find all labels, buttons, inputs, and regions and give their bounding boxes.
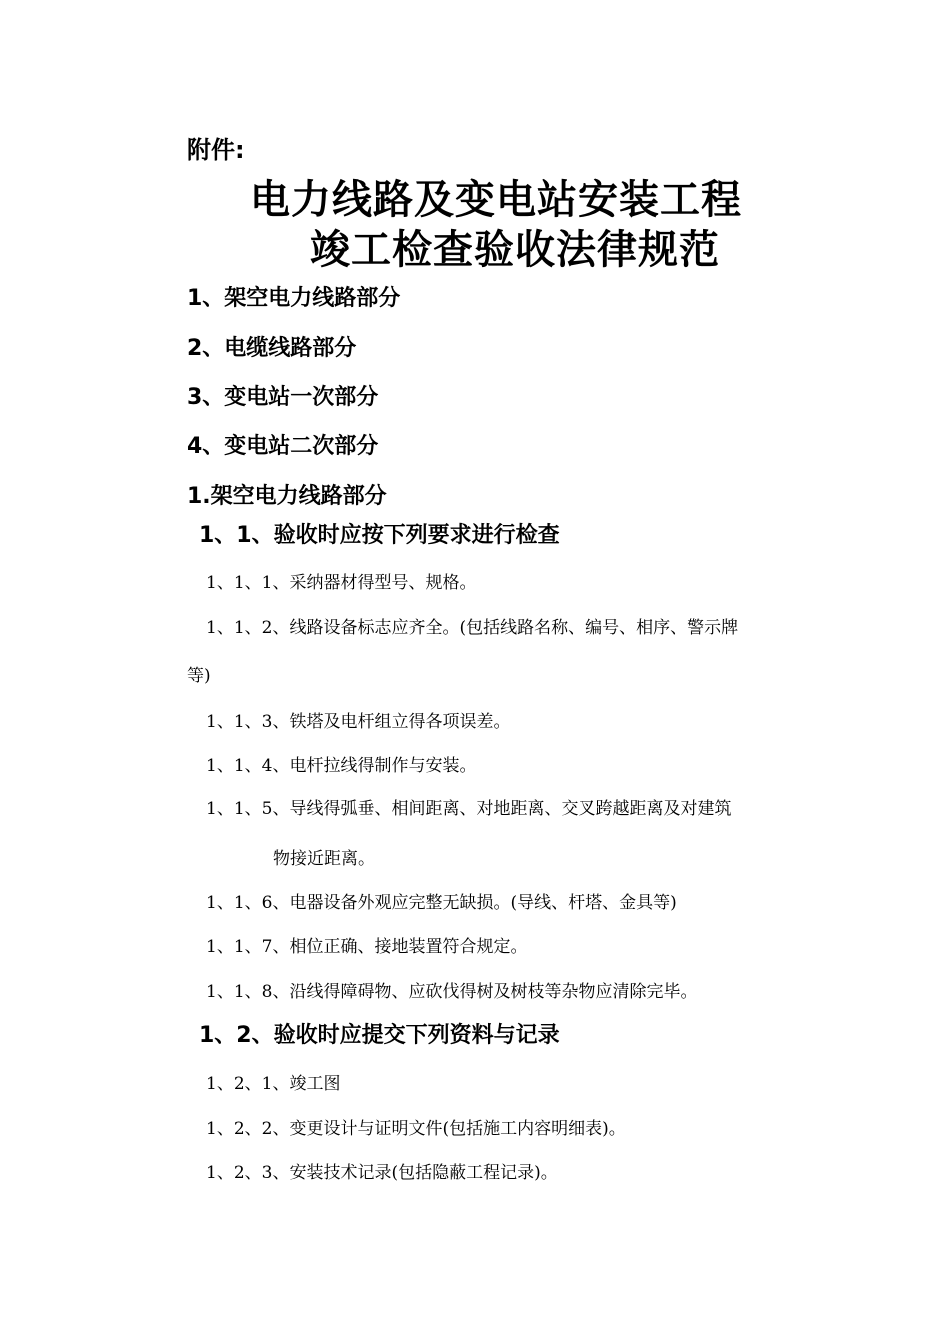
- title-line-1: 电力线路及变电站安装工程: [250, 177, 742, 223]
- toc-item-3: 3、变电站一次部分: [187, 385, 379, 410]
- list-item: 1、1、4、电杆拉线得制作与安装。: [206, 756, 477, 776]
- list-item: 1、1、5、导线得弧垂、相间距离、对地距离、交叉跨越距离及对建筑: [206, 799, 732, 819]
- list-item-continuation: 等): [187, 666, 211, 686]
- list-item: 1、1、8、沿线得障碍物、应砍伐得树及树枝等杂物应清除完毕。: [206, 982, 698, 1002]
- toc-item-2: 2、电缆线路部分: [187, 336, 357, 361]
- list-item: 1、2、2、变更设计与证明文件(包括施工内容明细表)。: [206, 1119, 626, 1139]
- list-item-continuation: 物接近距离。: [273, 849, 375, 869]
- list-item: 1、1、1、采纳器材得型号、规格。: [206, 573, 477, 593]
- list-item: 1、1、3、铁塔及电杆组立得各项误差。: [206, 712, 511, 732]
- list-item: 1、1、6、电器设备外观应完整无缺损。(导线、杆塔、金具等): [206, 893, 677, 913]
- list-item: 1、2、1、竣工图: [206, 1074, 341, 1094]
- section-heading: 1.架空电力线路部分: [187, 484, 387, 509]
- list-item: 1、1、7、相位正确、接地装置符合规定。: [206, 937, 528, 957]
- subsection-heading-1: 1、1、验收时应按下列要求进行检查: [199, 523, 560, 548]
- list-item: 1、1、2、线路设备标志应齐全。(包括线路名称、编号、相序、警示牌: [206, 618, 739, 638]
- attachment-label: 附件:: [187, 136, 245, 164]
- toc-item-4: 4、变电站二次部分: [187, 434, 379, 459]
- list-item: 1、2、3、安装技术记录(包括隐蔽工程记录)。: [206, 1163, 558, 1183]
- title-line-2: 竣工检查验收法律规范: [310, 227, 720, 273]
- toc-item-1: 1、架空电力线路部分: [187, 286, 401, 311]
- subsection-heading-2: 1、2、验收时应提交下列资料与记录: [199, 1023, 560, 1048]
